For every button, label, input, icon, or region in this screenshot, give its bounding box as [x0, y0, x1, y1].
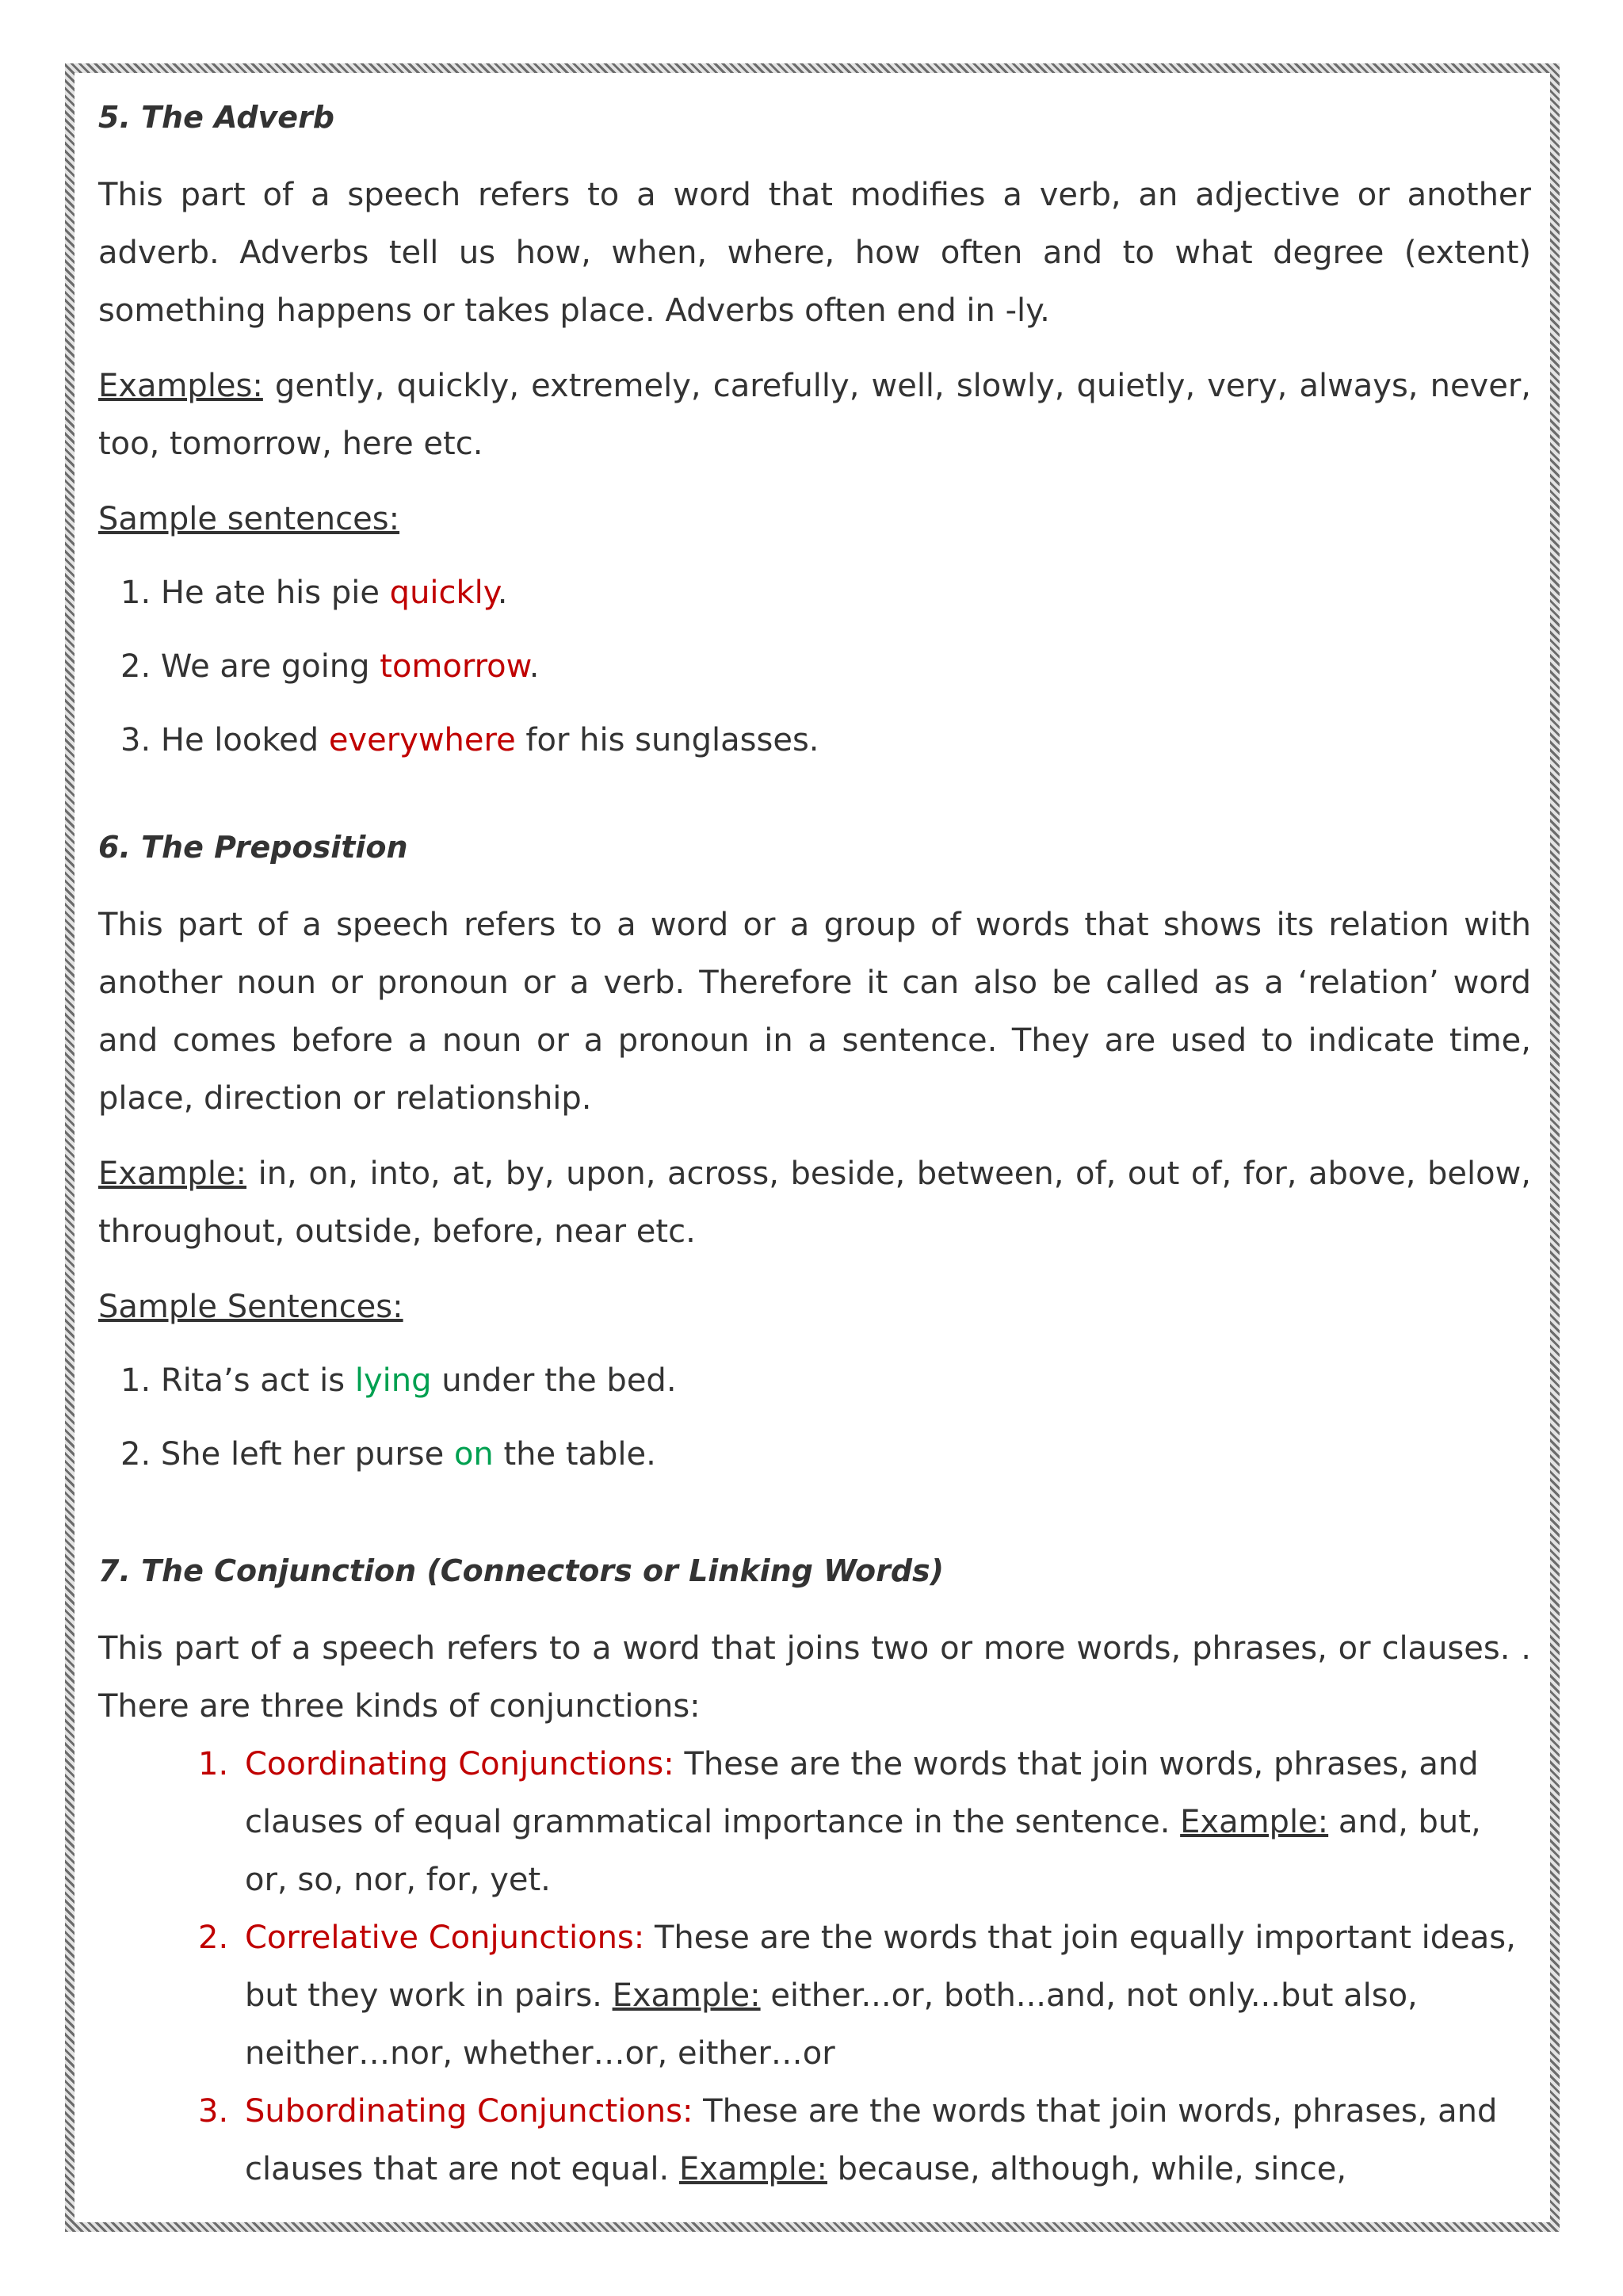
preposition-sentences — [98, 1352, 1531, 1484]
conjunction-heading: 7. The Conjunction (Connectors or Linking Words) — [98, 1553, 945, 1588]
list-item: 2. We are going tomorrow. — [120, 648, 540, 685]
adverb-description: This part of a speech refers to a word that modifies a verb, an adjective or another adverb. Adverbs tell us how, when, where, how often and to what degree (extent) something happens or takes place. Adverbs often end in -ly. — [98, 177, 1531, 329]
preposition-examples — [98, 1145, 1531, 1261]
preposition-heading: 6. The Preposition — [98, 830, 408, 865]
conjunction-kind-name: Coordinating Conjunctions: — [245, 1746, 674, 1782]
conjunction-kind-name: Correlative Conjunctions: — [245, 1920, 645, 1956]
preposition-description: This part of a speech refers to a word or a group of words that shows its relation with another noun or pronoun or a verb. Therefore it can also be called as a ‘relation’ word and comes before a noun or a pronoun in a sentence. They are used to indicate time, place, direction or relationship. — [98, 907, 1531, 1117]
adverb-heading: 5. The Adverb — [98, 100, 335, 135]
conjunction-kind-name: Subordinating Conjunctions: — [245, 2093, 693, 2130]
conjunction-description: This part of a speech refers to a word that joins two or more words, phrases, or clauses. . There are three kinds of conjunctions: — [98, 1630, 1531, 1725]
highlighted-word: on — [453, 1436, 494, 1473]
adverb-section — [98, 86, 1531, 770]
list-item: 3. Subordinating Conjunctions: These are the words that join words, phrases, and clauses that are not equal. Example: because, although, while, since, — [198, 2093, 1498, 2187]
conjunction-kinds — [98, 1736, 1531, 2199]
adverb-sentences — [98, 564, 1531, 770]
highlighted-word: quickly — [389, 575, 498, 611]
adverb-samples-label: Sample sentences: — [98, 501, 400, 537]
examples-label: Examples: — [98, 368, 263, 404]
section-spacer — [98, 770, 1531, 816]
document-content — [98, 86, 1531, 2199]
list-item: 1. Rita’s act is lying under the bed. — [120, 1362, 677, 1399]
preposition-samples-label: Sample Sentences: — [98, 1289, 403, 1325]
section-spacer — [98, 1484, 1531, 1539]
list-item: 2. She left her purse on the table. — [120, 1436, 656, 1473]
list-item: 1. Coordinating Conjunctions: These are the words that join words, phrases, and clauses of equal grammatical importance in the sentence. Example: and, but, or, so, nor, for, yet. — [198, 1746, 1481, 1898]
highlighted-word: tomorrow — [380, 648, 529, 685]
adverb-examples — [98, 357, 1531, 473]
list-item: 1. He ate his pie quickly. — [120, 575, 508, 611]
example-text: in, on, into, at, by, upon, across, beside, between, of, out of, for, above, below, throughout, outside, before, near etc. — [98, 1156, 1531, 1250]
example-label: Example: — [98, 1156, 247, 1192]
list-item: 3. He looked everywhere for his sunglasses. — [120, 722, 819, 758]
conjunction-section — [98, 1539, 1531, 2199]
highlighted-word: lying — [354, 1362, 432, 1399]
preposition-section — [98, 816, 1531, 1484]
list-item: 2. Correlative Conjunctions: These are the words that join equally important ideas, but they work in pairs. Example: either...or, both...and, not only...but also, neither…nor, whether…or, either…or — [198, 1920, 1516, 2072]
highlighted-word: everywhere — [328, 722, 516, 758]
examples-text: gently, quickly, extremely, carefully, well, slowly, quietly, very, always, never, too, tomorrow, here etc. — [98, 368, 1531, 462]
